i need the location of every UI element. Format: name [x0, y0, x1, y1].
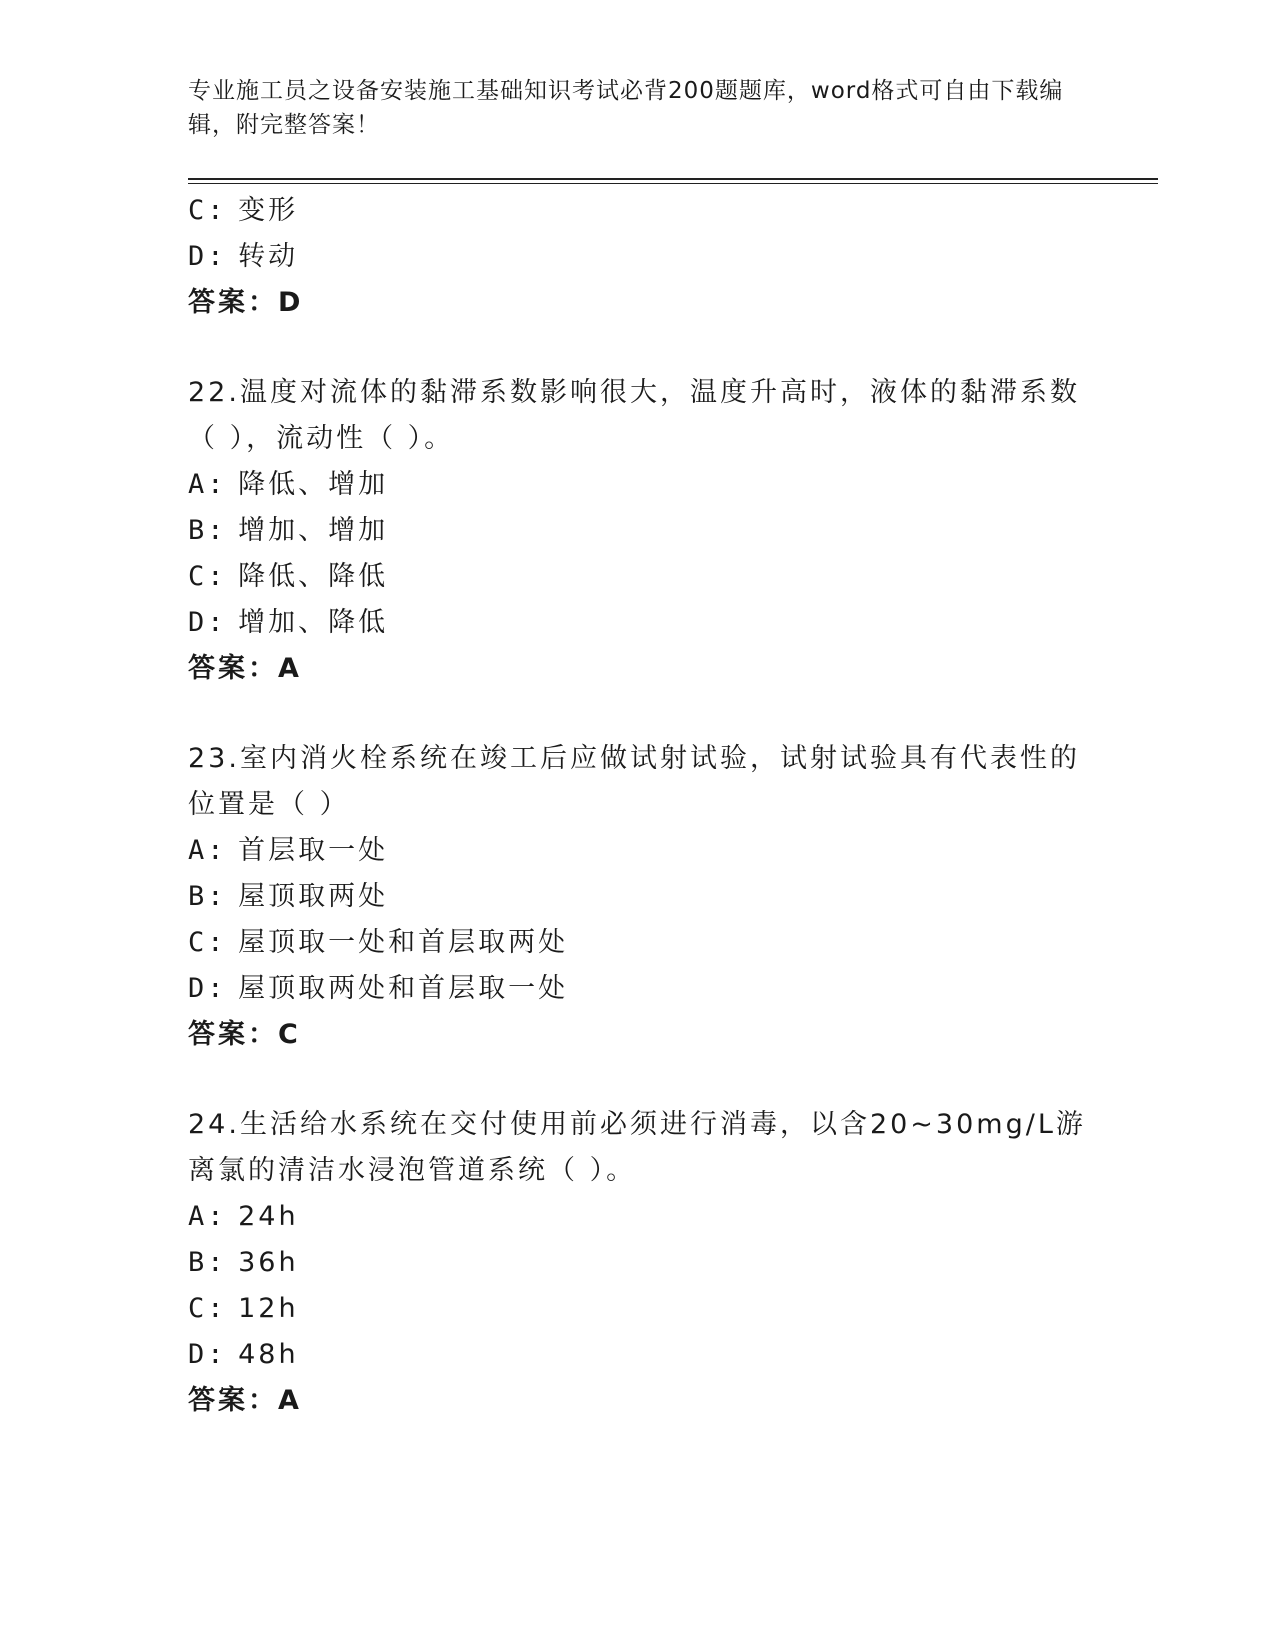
question-block-24 [188, 1102, 1088, 1424]
question-number: 24. [188, 1109, 240, 1140]
option-letter: D: [188, 241, 227, 272]
option-letter: A: [188, 469, 227, 500]
option-letter: A: [188, 835, 227, 866]
header-rule-thick [188, 178, 1158, 180]
question-block-22 [188, 370, 1088, 692]
option-text: 屋顶取两处和首层取一处 [238, 973, 569, 1004]
option-letter: B: [188, 1247, 227, 1278]
option-d [188, 1332, 1088, 1378]
option-text: 12h [238, 1293, 299, 1324]
header-rule-thin [188, 183, 1158, 184]
question-body: 生活给水系统在交付使用前必须进行消毒，以含20~30mg/L游离氯的清洁水浸泡管道系统（ ）。 [188, 1109, 1086, 1186]
option-letter: D: [188, 1339, 227, 1370]
option-letter: C: [188, 927, 227, 958]
option-text: 转动 [238, 241, 299, 272]
option-text: 屋顶取两处 [238, 881, 389, 912]
option-letter: C: [188, 1293, 227, 1324]
option-text: 24h [238, 1201, 299, 1232]
option-letter: D: [188, 973, 227, 1004]
option-b [188, 508, 1088, 554]
option-b [188, 874, 1088, 920]
question-number: 23. [188, 743, 240, 774]
answer-line: 答案：A [188, 653, 302, 684]
option-letter: D: [188, 607, 227, 638]
question-text [188, 736, 1088, 828]
spacer [188, 692, 1088, 736]
question-content [188, 188, 1088, 1424]
option-d [188, 600, 1088, 646]
spacer [188, 326, 1088, 370]
option-c [188, 920, 1088, 966]
option-text: 降低、增加 [238, 469, 389, 500]
answer-line: 答案：A [188, 1385, 302, 1416]
answer-line: 答案：D [188, 287, 304, 318]
question-text [188, 370, 1088, 462]
question-block-23 [188, 736, 1088, 1058]
option-text: 屋顶取一处和首层取两处 [238, 927, 569, 958]
question-text [188, 1102, 1088, 1194]
document-header: 专业施工员之设备安装施工基础知识考试必背200题题库，word格式可自由下载编辑，附完整答案！ [188, 78, 1064, 138]
question-body: 温度对流体的黏滞系数影响很大，温度升高时，液体的黏滞系数（ ），流动性（ ）。 [188, 377, 1080, 454]
option-text: 36h [238, 1247, 299, 1278]
spacer [188, 1058, 1088, 1102]
option-c [188, 554, 1088, 600]
option-letter: A: [188, 1201, 227, 1232]
option-letter: C: [188, 561, 227, 592]
option-a [188, 828, 1088, 874]
question-body: 室内消火栓系统在竣工后应做试射试验，试射试验具有代表性的位置是（ ） [188, 743, 1080, 820]
option-text: 变形 [238, 195, 299, 226]
option-text: 首层取一处 [238, 835, 389, 866]
option-letter: B: [188, 515, 227, 546]
question-number: 22. [188, 377, 240, 408]
option-a [188, 1194, 1088, 1240]
option-c [188, 1286, 1088, 1332]
option-text: 48h [238, 1339, 299, 1370]
option-d [188, 966, 1088, 1012]
intro-block [188, 188, 1088, 326]
option-d [188, 234, 1088, 280]
option-b [188, 1240, 1088, 1286]
option-letter: B: [188, 881, 227, 912]
option-c [188, 188, 1088, 234]
answer-line: 答案：C [188, 1019, 301, 1050]
option-text: 增加、降低 [238, 607, 389, 638]
option-letter: C: [188, 195, 227, 226]
option-text: 增加、增加 [238, 515, 389, 546]
option-text: 降低、降低 [238, 561, 389, 592]
option-a [188, 462, 1088, 508]
